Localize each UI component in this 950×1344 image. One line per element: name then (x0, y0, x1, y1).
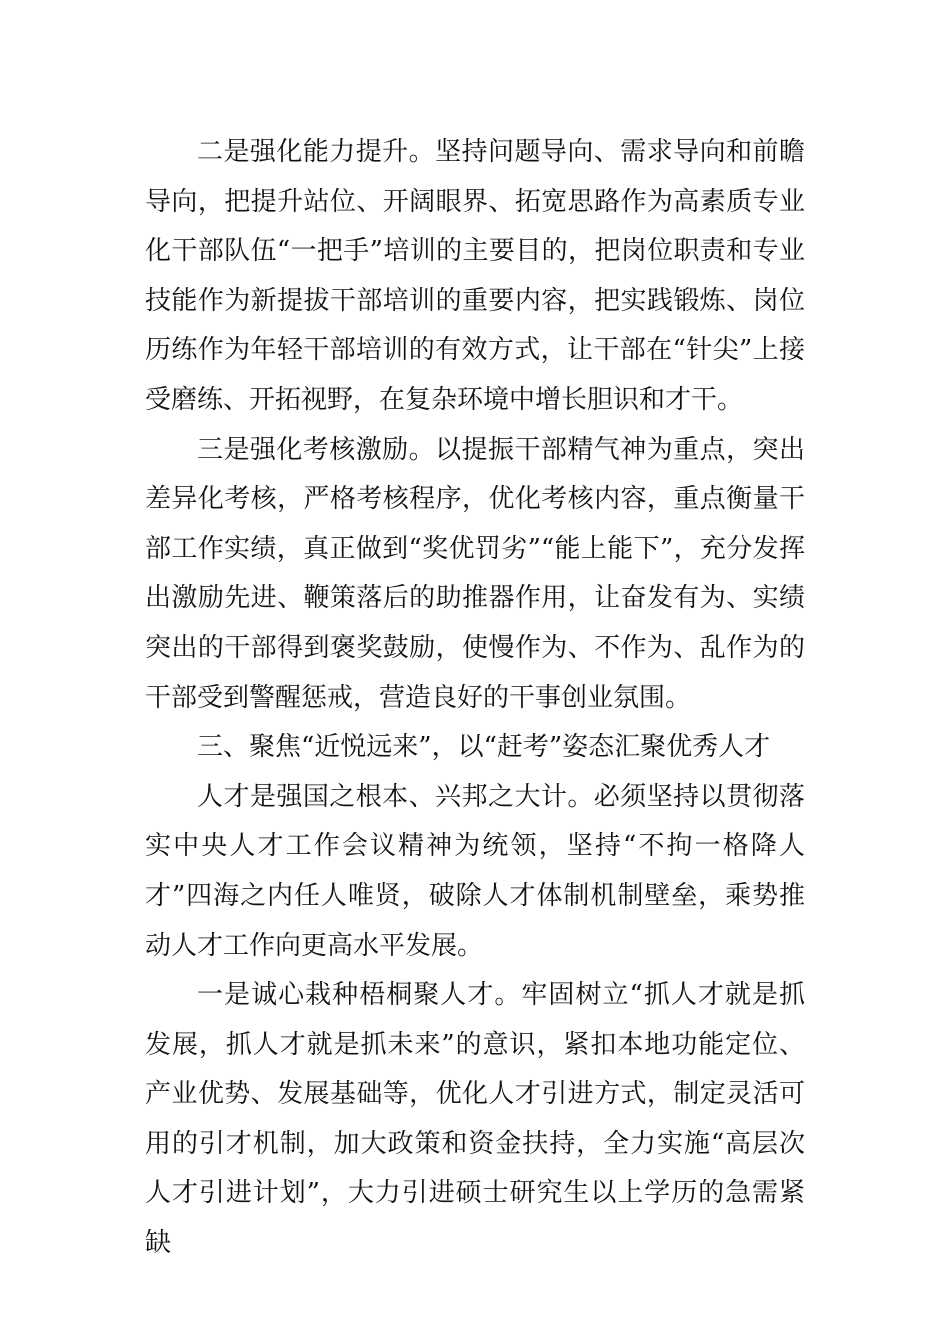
paragraph-talent-intro: 人才是强国之根本、兴邦之大计。必须坚持以贯彻落实中央人才工作会议精神为统领，坚持“不拘一格降人才”四海之内任人唯贤，破除人才体制机制壁垒，乘势推动人才工作向更高水平发展。 (145, 781, 805, 961)
paragraph-assessment-incentive: 三是强化考核激励。以提振干部精气神为重点，突出差异化考核，严格考核程序，优化考核内容，重点衡量干部工作实绩，真正做到“奖优罚劣”“能上能下”，充分发挥出激励先进、鞭策落后的助推器作用，让奋发有为、实绩突出的干部得到褒奖鼓励，使慢作为、不作为、乱作为的干部受到警醒惩戒，营造良好的干事创业氛围。 (145, 434, 805, 713)
paragraph-ability-improvement: 二是强化能力提升。坚持问题导向、需求导向和前瞻导向，把提升站位、开阔眼界、拓宽思路作为高素质专业化干部队伍“一把手”培训的主要目的，把岗位职责和专业技能作为新提拔干部培训的重要内容，把实践锻炼、岗位历练作为年轻干部培训的有效方式，让干部在“针尖”上接受磨练、开拓视野，在复杂环境中增长胆识和才干。 (145, 137, 805, 415)
paragraph-talent-attraction: 一是诚心栽种梧桐聚人才。牢固树立“抓人才就是抓发展，抓人才就是抓未来”的意识，紧扣本地功能定位、产业优势、发展基础等，优化人才引进方式，制定灵活可用的引才机制，加大政策和资金扶持，全力实施“高层次人才引进计划”，大力引进硕士研究生以上学历的急需紧缺 (145, 980, 805, 1259)
section-heading-talent: 三、聚焦“近悦远来”，以“赶考”姿态汇聚优秀人才 (197, 732, 771, 763)
document-body (145, 128, 805, 1269)
